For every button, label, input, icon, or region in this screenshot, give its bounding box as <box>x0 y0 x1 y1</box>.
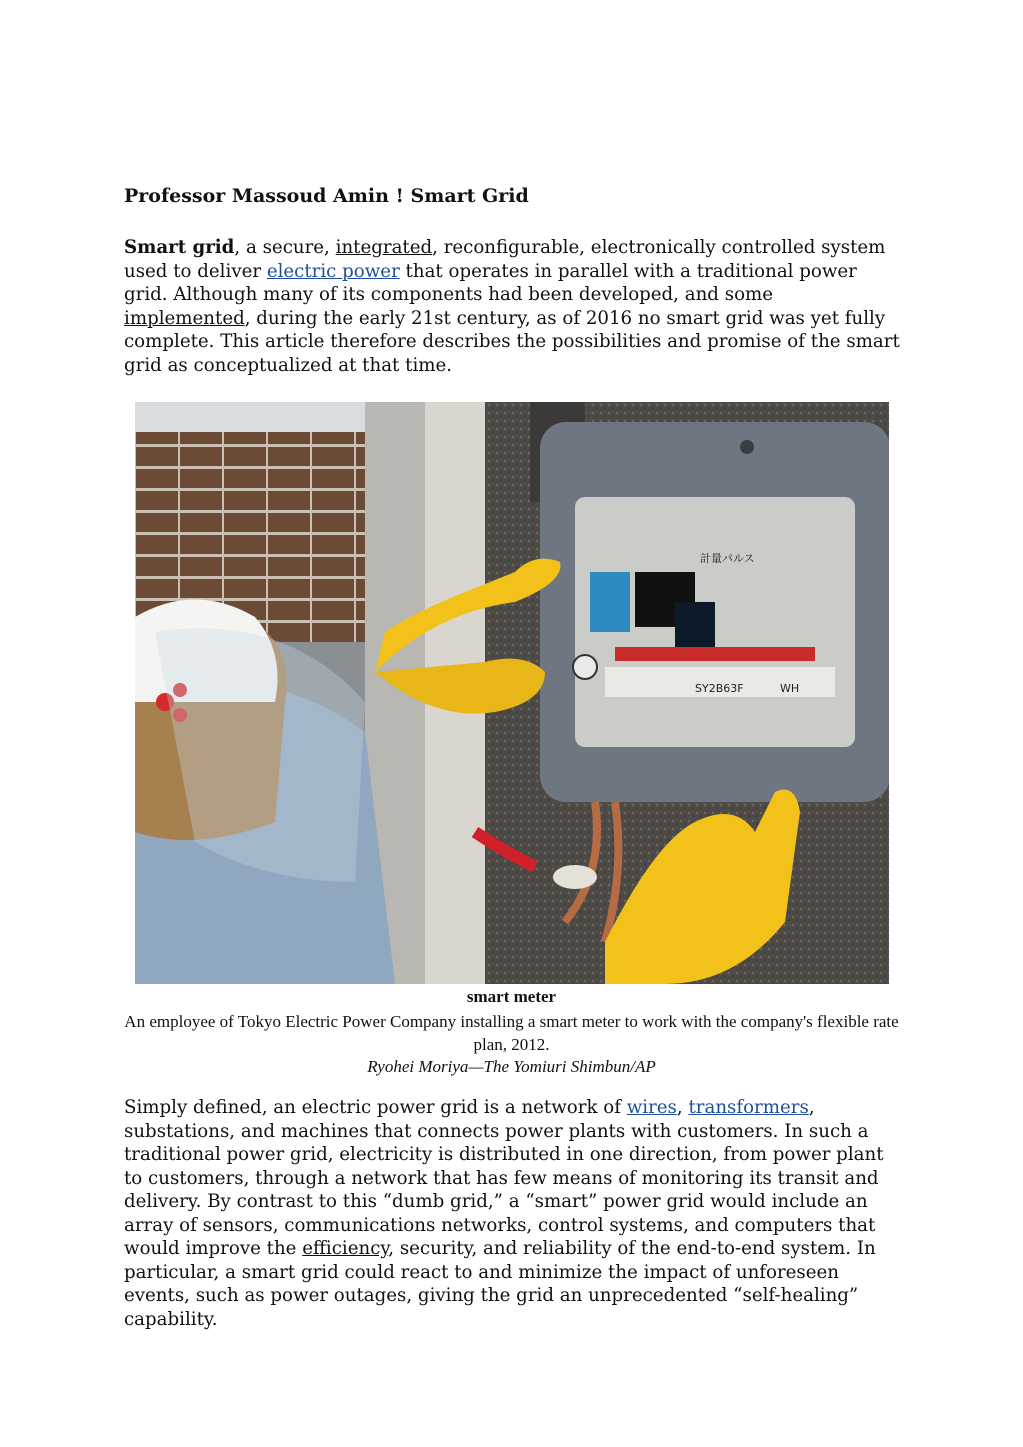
body-paragraph <box>124 1096 904 1331</box>
intro-paragraph <box>124 236 904 377</box>
smart-meter-illustration <box>135 402 889 984</box>
body-text-2: , <box>676 1097 689 1118</box>
link-integrated[interactable]: integrated <box>335 237 433 258</box>
page-title: Professor Massoud Amin ! Smart Grid <box>124 185 529 207</box>
meter-label-serial: SY2B63F <box>695 682 744 695</box>
link-electric-power[interactable]: electric power <box>266 260 400 282</box>
figure-credit: Ryohei Moriya—The Yomiuri Shimbun/AP <box>367 1057 656 1076</box>
smart-meter-photo <box>135 402 889 984</box>
intro-text-3: that operates in parallel with a traditional power grid. Although many of its components had been developed, and some <box>124 260 857 305</box>
body-text-4: , security, and reliability of the end-to-end system. In particular, a smart grid could react to and minimize the impact of unforeseen events, such as power outages, giving the grid an unprecedented “self-healing” capability. <box>124 1238 876 1330</box>
figure-caption-text: An employee of Tokyo Electric Power Company installing a smart meter to work with the company's flexible rate plan, 2012. <box>124 1012 899 1054</box>
intro-text-4: , during the early 21st century, as of 2016 no smart grid was yet fully complete. This article therefore describes the possibilities and promise of the smart grid as conceptualized at that time. <box>124 307 900 376</box>
intro-text-1: , a secure, <box>234 237 336 258</box>
link-implemented[interactable]: implemented <box>124 307 245 329</box>
intro-text-2: , reconfigurable, electronically controlled system used to deliver <box>124 237 886 282</box>
link-wires[interactable]: wires <box>626 1097 677 1118</box>
meter-label-wh: WH <box>780 682 800 695</box>
body-text-1: Simply defined, an electric power grid is a network of <box>124 1097 627 1118</box>
meter-label-pulse: 計量パルス <box>700 552 755 565</box>
body-text-3: , substations, and machines that connects power plants with customers. In such a traditional power grid, electricity is distributed in one direction, from power plant to customers, through a network that has few means of monitoring its transit and delivery. By contrast to this “dumb grid,” a “smart” power grid would include an array of sensors, communications networks, control systems, and computers that would improve the <box>124 1097 884 1259</box>
meter-label-blue <box>590 572 630 632</box>
link-transformers[interactable]: transformers <box>688 1097 809 1118</box>
link-efficiency[interactable]: efficiency <box>302 1238 389 1259</box>
figure-caption-title: smart meter <box>466 987 557 1006</box>
intro-term: Smart grid <box>124 237 235 258</box>
